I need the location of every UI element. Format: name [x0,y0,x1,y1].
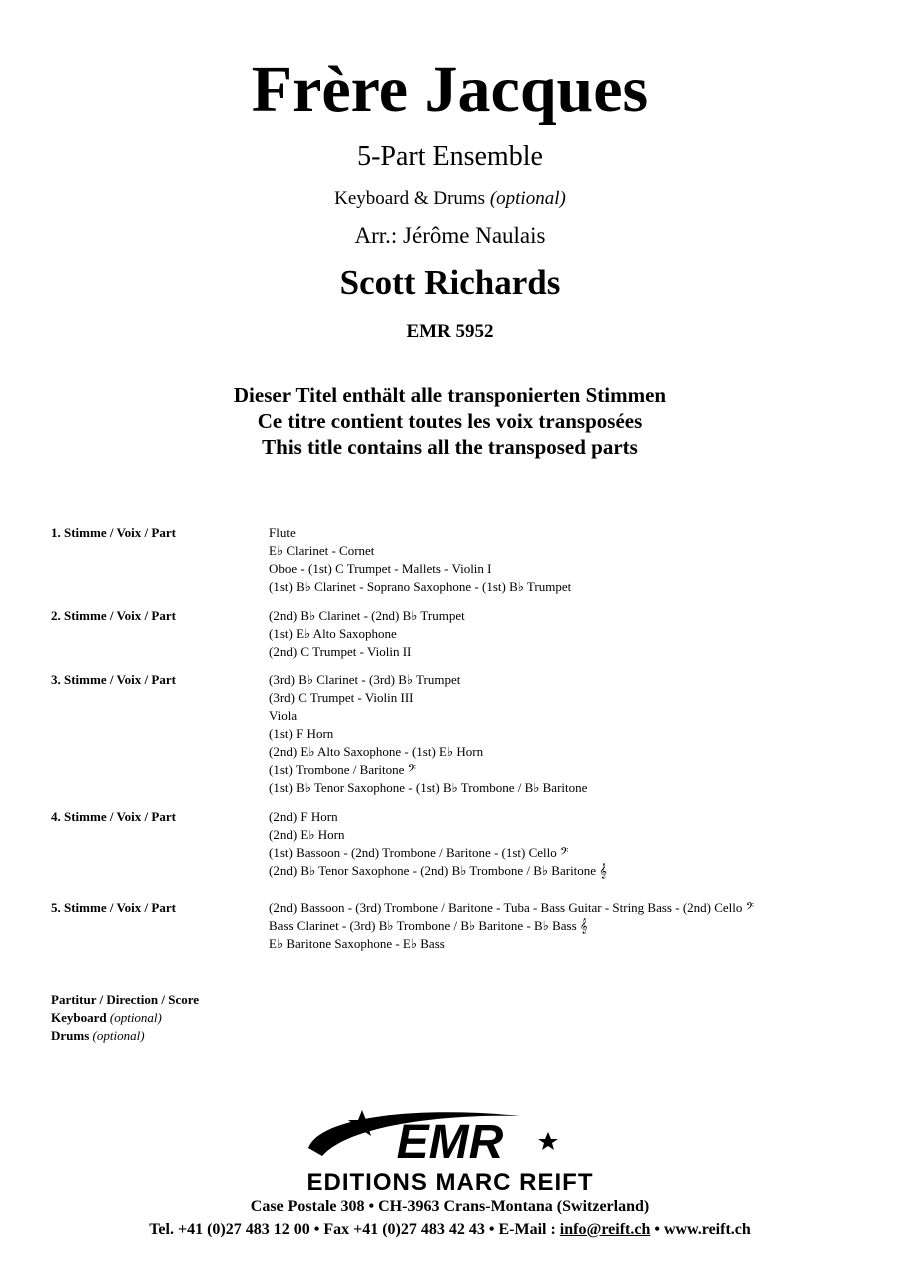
part-instruments [269,899,754,953]
composer: Scott Richards [339,263,561,302]
part-label: 5. Stimme / Voix / Part [51,900,176,915]
instrument-line: (2nd) B♭ Tenor Saxophone - (2nd) B♭ Trombone / B♭ Baritone 𝄞 [269,863,607,878]
instrument-line: Viola [269,708,298,723]
instrument-line: (1st) Trombone / Baritone 𝄢 [269,762,417,777]
instrument-line: (2nd) F Horn [269,809,338,824]
star-icon [538,1132,558,1150]
instrument-line: (1st) B♭ Clarinet - Soprano Saxophone - (1st) B♭ Trumpet [269,579,572,594]
emr-logo [300,1102,600,1170]
publisher-name: EDITIONS MARC REIFT [306,1169,594,1196]
publisher-contact: Tel. +41 (0)27 483 12 00 • Fax +41 (0)27 483 42 43 • E-Mail : info@reift.ch • www.reift.ch [149,1221,751,1238]
publisher-address: Case Postale 308 • CH-3963 Crans-Montana (Switzerland) [250,1198,650,1215]
part-label: 4. Stimme / Voix / Part [51,809,176,824]
score-title: Frère Jacques [251,53,649,126]
instrument-line: (2nd) Bassoon - (3rd) Trombone / Baritone - Tuba - Bass Guitar - String Bass - (2nd) Cello 𝄢 [269,900,754,915]
instrument-line: (2nd) B♭ Clarinet - (2nd) B♭ Trumpet [269,608,465,623]
instrument-line: (1st) F Horn [269,726,334,741]
part-label: 2. Stimme / Voix / Part [51,608,176,623]
extras-list [51,991,199,1045]
instrument-line: (2nd) C Trumpet - Violin II [269,644,412,659]
instrument-line: (3rd) C Trumpet - Violin III [269,690,414,705]
transposed-note-de: Dieser Titel enthält alle transponierten Stimmen [233,383,667,407]
instrument-line: E♭ Clarinet - Cornet [269,543,375,558]
instrument-line: E♭ Baritone Saxophone - E♭ Bass [269,936,445,951]
instrumentation-line [0,187,900,211]
part-instruments [269,524,571,596]
catalog-number: EMR 5952 [406,321,494,342]
arranger: Arr.: Jérôme Naulais [354,223,546,248]
transposed-note-fr: Ce titre contient toutes les voix transposées [257,409,643,433]
extra-keyboard: Keyboard (optional) [51,1010,162,1025]
instrumentation-optional: (optional) [489,188,566,209]
instrument-line: Oboe - (1st) C Trumpet - Mallets - Violin I [269,561,492,576]
instrument-line: Flute [269,525,296,540]
extra-drums: Drums (optional) [51,1028,145,1043]
part-label: 1. Stimme / Voix / Part [51,525,176,540]
instrument-line: (1st) E♭ Alto Saxophone [269,626,397,641]
instrument-line: (2nd) E♭ Alto Saxophone - (1st) E♭ Horn [269,744,484,759]
ensemble-subtitle: 5-Part Ensemble [357,141,543,172]
part-instruments [269,671,587,797]
part-instruments [269,808,607,880]
transposed-note-en: This title contains all the transposed parts [262,435,638,459]
instrument-line: (1st) Bassoon - (2nd) Trombone / Baritone - (1st) Cello 𝄢 [269,845,569,860]
part-instruments [269,607,465,661]
instrument-line: (1st) B♭ Tenor Saxophone - (1st) B♭ Trombone / B♭ Baritone [269,780,588,795]
instrument-line: Bass Clarinet - (3rd) B♭ Trombone / B♭ Baritone - B♭ Bass 𝄞 [269,918,588,933]
email-link[interactable]: info@reift.ch [559,1221,651,1238]
logo-text: EMR [396,1116,504,1169]
instrument-line: (2nd) E♭ Horn [269,827,345,842]
instrumentation-main: Keyboard & Drums [334,188,486,209]
part-label: 3. Stimme / Voix / Part [51,672,176,687]
instrument-line: (3rd) B♭ Clarinet - (3rd) B♭ Trumpet [269,672,461,687]
extra-score: Partitur / Direction / Score [51,992,200,1007]
